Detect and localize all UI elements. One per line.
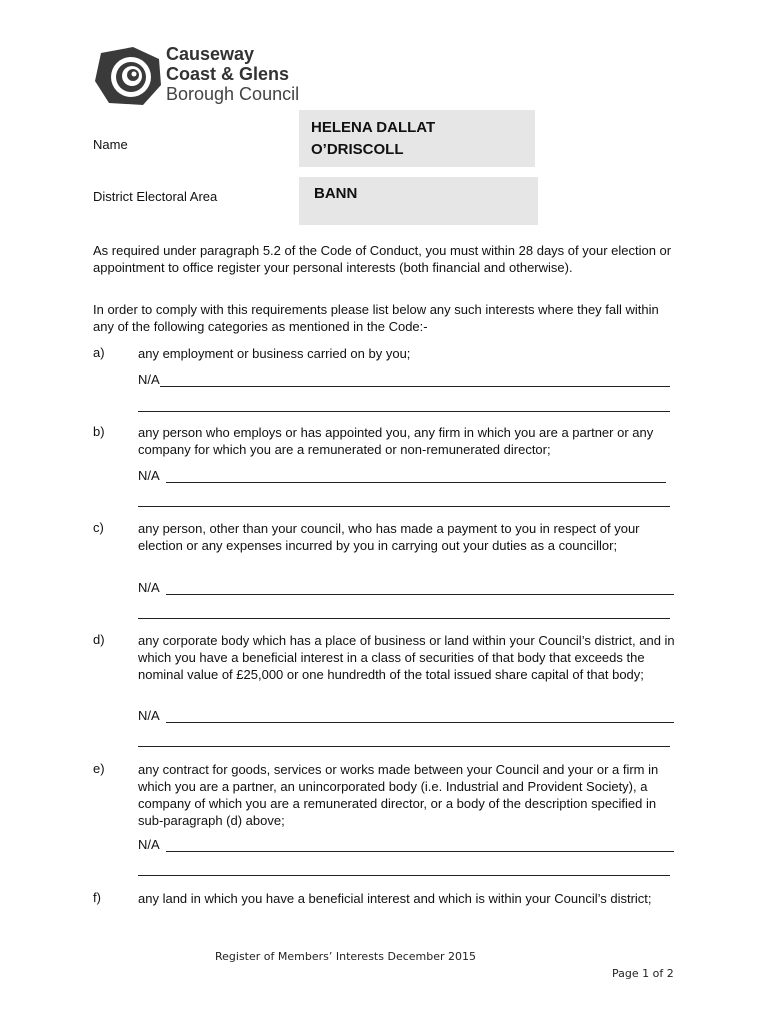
item-letter: e): [93, 761, 105, 776]
answer-field[interactable]: [138, 580, 160, 595]
logo-line-2: Coast & Glens: [166, 64, 290, 84]
page-number: Page 1 of 2: [612, 967, 674, 980]
name-label: Name: [93, 137, 128, 152]
logo-line-1: Causeway: [166, 44, 255, 64]
swirl-logo-icon: [93, 45, 163, 107]
logo-line-3: Borough Council: [166, 84, 300, 104]
blank-answer-line[interactable]: [138, 618, 670, 619]
intro-paragraph-1: As required under paragraph 5.2 of the Code of Conduct, you must within 28 days of your election or appointment to office register your personal interests (both financial and otherwise).: [93, 243, 672, 275]
answer-value: N/A: [138, 468, 160, 483]
item-text: any employment or business carried on by you;: [138, 346, 411, 361]
intro-paragraph-2: In order to comply with this requirements please list below any such interests where they fall within any of the following categories as mentioned in the Code:-: [93, 302, 659, 334]
item-text: any contract for goods, services or works made between your Council and your or a firm in which you are a partner, an unincorporated body (i.e. Industrial and Provident Society), a company of which you are a remunerated director, or a body of the description specified in sub-paragraph (d) above;: [138, 762, 659, 828]
name-value-line-1: HELENA DALLAT: [311, 119, 436, 136]
district-area-label: District Electoral Area: [93, 189, 218, 204]
blank-answer-line[interactable]: [138, 506, 670, 507]
name-value-line-2: O’DRISCOLL: [311, 141, 404, 158]
answer-underline: [160, 386, 670, 387]
blank-answer-line[interactable]: [138, 746, 670, 747]
blank-answer-line[interactable]: [138, 411, 670, 412]
answer-field[interactable]: [138, 708, 160, 723]
answer-field[interactable]: [138, 837, 160, 852]
footer-title: Register of Members’ Interests December 2015: [215, 950, 477, 963]
answer-value: N/A: [138, 708, 160, 723]
answer-underline: [166, 482, 666, 483]
answer-value: N/A: [138, 580, 160, 595]
answer-field[interactable]: [138, 468, 160, 483]
item-text: any land in which you have a beneficial interest and which is within your Council’s district;: [138, 891, 652, 906]
answer-underline: [166, 851, 674, 852]
item-letter: a): [93, 345, 105, 360]
answer-value: N/A: [138, 837, 160, 852]
item-letter: d): [93, 632, 105, 647]
item-text: any person who employs or has appointed you, any firm in which you are a partner or any company for which you are a remunerated or non-remunerated director;: [138, 425, 654, 457]
blank-answer-line[interactable]: [138, 875, 670, 876]
item-letter: b): [93, 424, 105, 439]
answer-value: N/A: [138, 372, 160, 387]
council-logo-text: [166, 44, 299, 104]
name-field[interactable]: [299, 110, 535, 167]
item-text: any person, other than your council, who has made a payment to you in respect of your election or any expenses incurred by you in carrying out your duties as a councillor;: [138, 521, 640, 553]
item-text: any corporate body which has a place of business or land within your Council’s district, and in which you have a beneficial interest in a class of securities of that body that exceeds the nominal value of £25,000 or one hundredth of the total issued share capital of that body;: [138, 633, 675, 682]
answer-underline: [166, 594, 674, 595]
item-letter: c): [93, 520, 104, 535]
district-area-value: BANN: [314, 185, 358, 202]
answer-field[interactable]: [138, 372, 160, 387]
item-letter: f): [93, 890, 101, 905]
answer-underline: [166, 722, 674, 723]
district-area-field[interactable]: [299, 177, 538, 225]
